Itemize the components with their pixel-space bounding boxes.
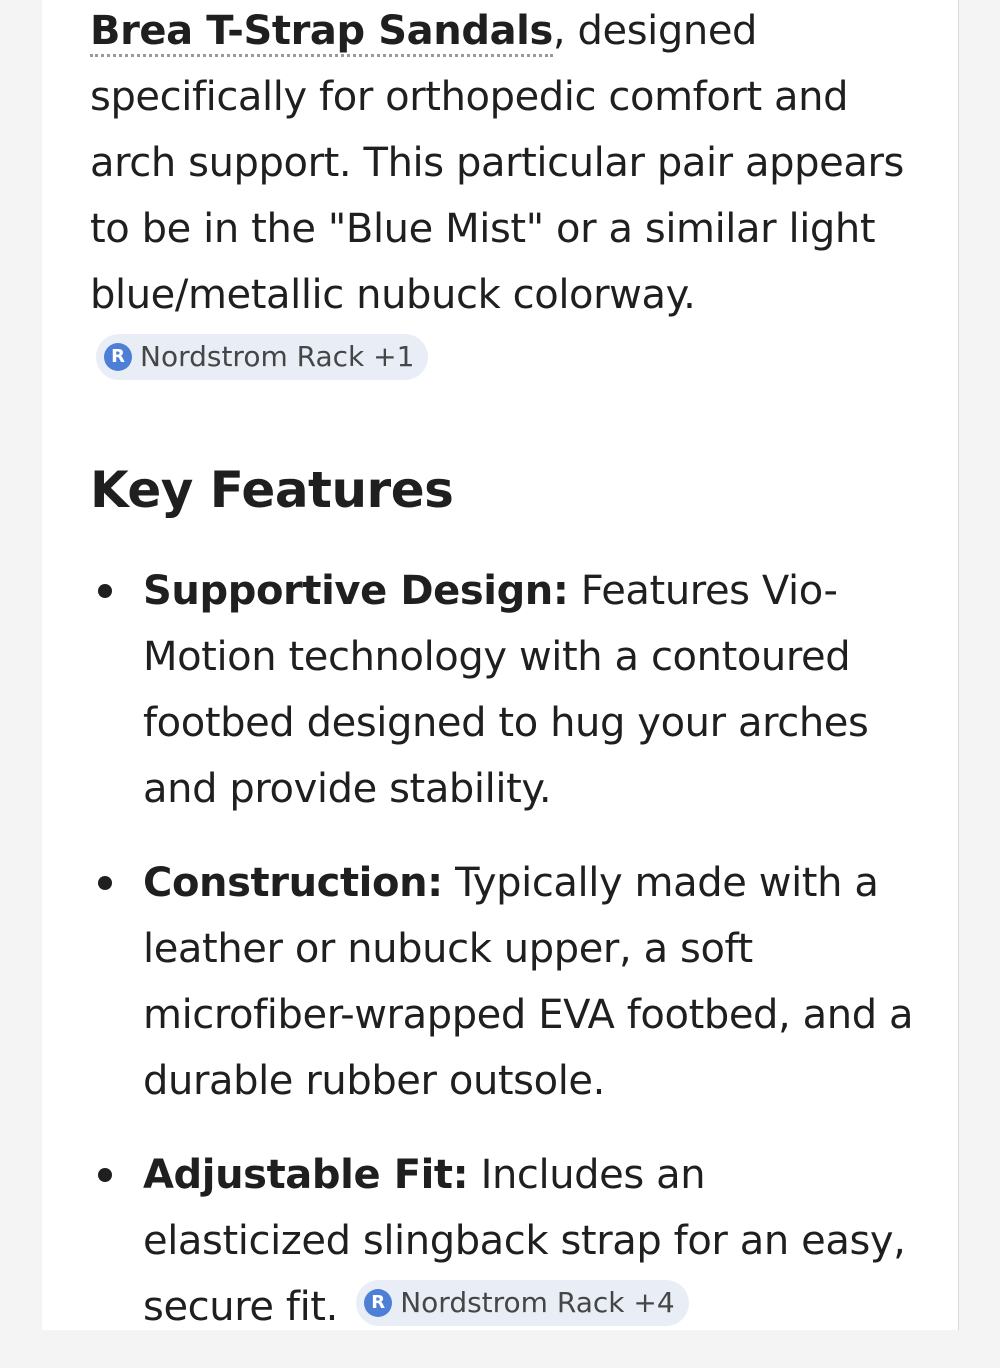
- feature-term: Construction:: [143, 860, 443, 906]
- citation-chip-nordstrom-rack-1[interactable]: [96, 334, 428, 380]
- citation-chip-nordstrom-rack-4[interactable]: [356, 1280, 688, 1326]
- bullet-icon: [98, 1168, 112, 1182]
- feature-term: Adjustable Fit:: [143, 1152, 469, 1198]
- section-heading: Key Features: [90, 461, 454, 519]
- citation-label: Nordstrom Rack +1: [140, 340, 415, 373]
- bullet-icon: [98, 584, 112, 598]
- intro-paragraph: [90, 0, 920, 394]
- feature-text: Typically made with a leather or nubuck upper, a soft microfiber-wrapped EVA footbed, and a durable rubber outsole.: [143, 860, 914, 1104]
- features-list: [90, 558, 920, 1368]
- intro-text: , designed specifically for orthopedic comfort and arch support. This particular pair appears to be in the "Blue Mist" or a similar light blue/metallic nubuck colorway.: [90, 8, 904, 318]
- nordstrom-rack-icon: R: [104, 343, 132, 371]
- feature-item-construction: [90, 850, 920, 1114]
- feature-text: Includes an elasticized slingback strap for an easy, secure fit.: [143, 1152, 906, 1330]
- product-link[interactable]: Brea T-Strap Sandals: [90, 8, 553, 57]
- feature-text: Features Vio-Motion technology with a contoured footbed designed to hug your arches and provide stability.: [143, 568, 869, 812]
- citation-label: Nordstrom Rack +4: [400, 1286, 675, 1319]
- feature-term: Supportive Design:: [143, 568, 569, 614]
- nordstrom-rack-icon: R: [364, 1289, 392, 1317]
- bullet-icon: [98, 876, 112, 890]
- response-card: [42, 0, 959, 1330]
- feature-item-supportive-design: [90, 558, 920, 822]
- feature-item-adjustable-fit: [90, 1142, 920, 1340]
